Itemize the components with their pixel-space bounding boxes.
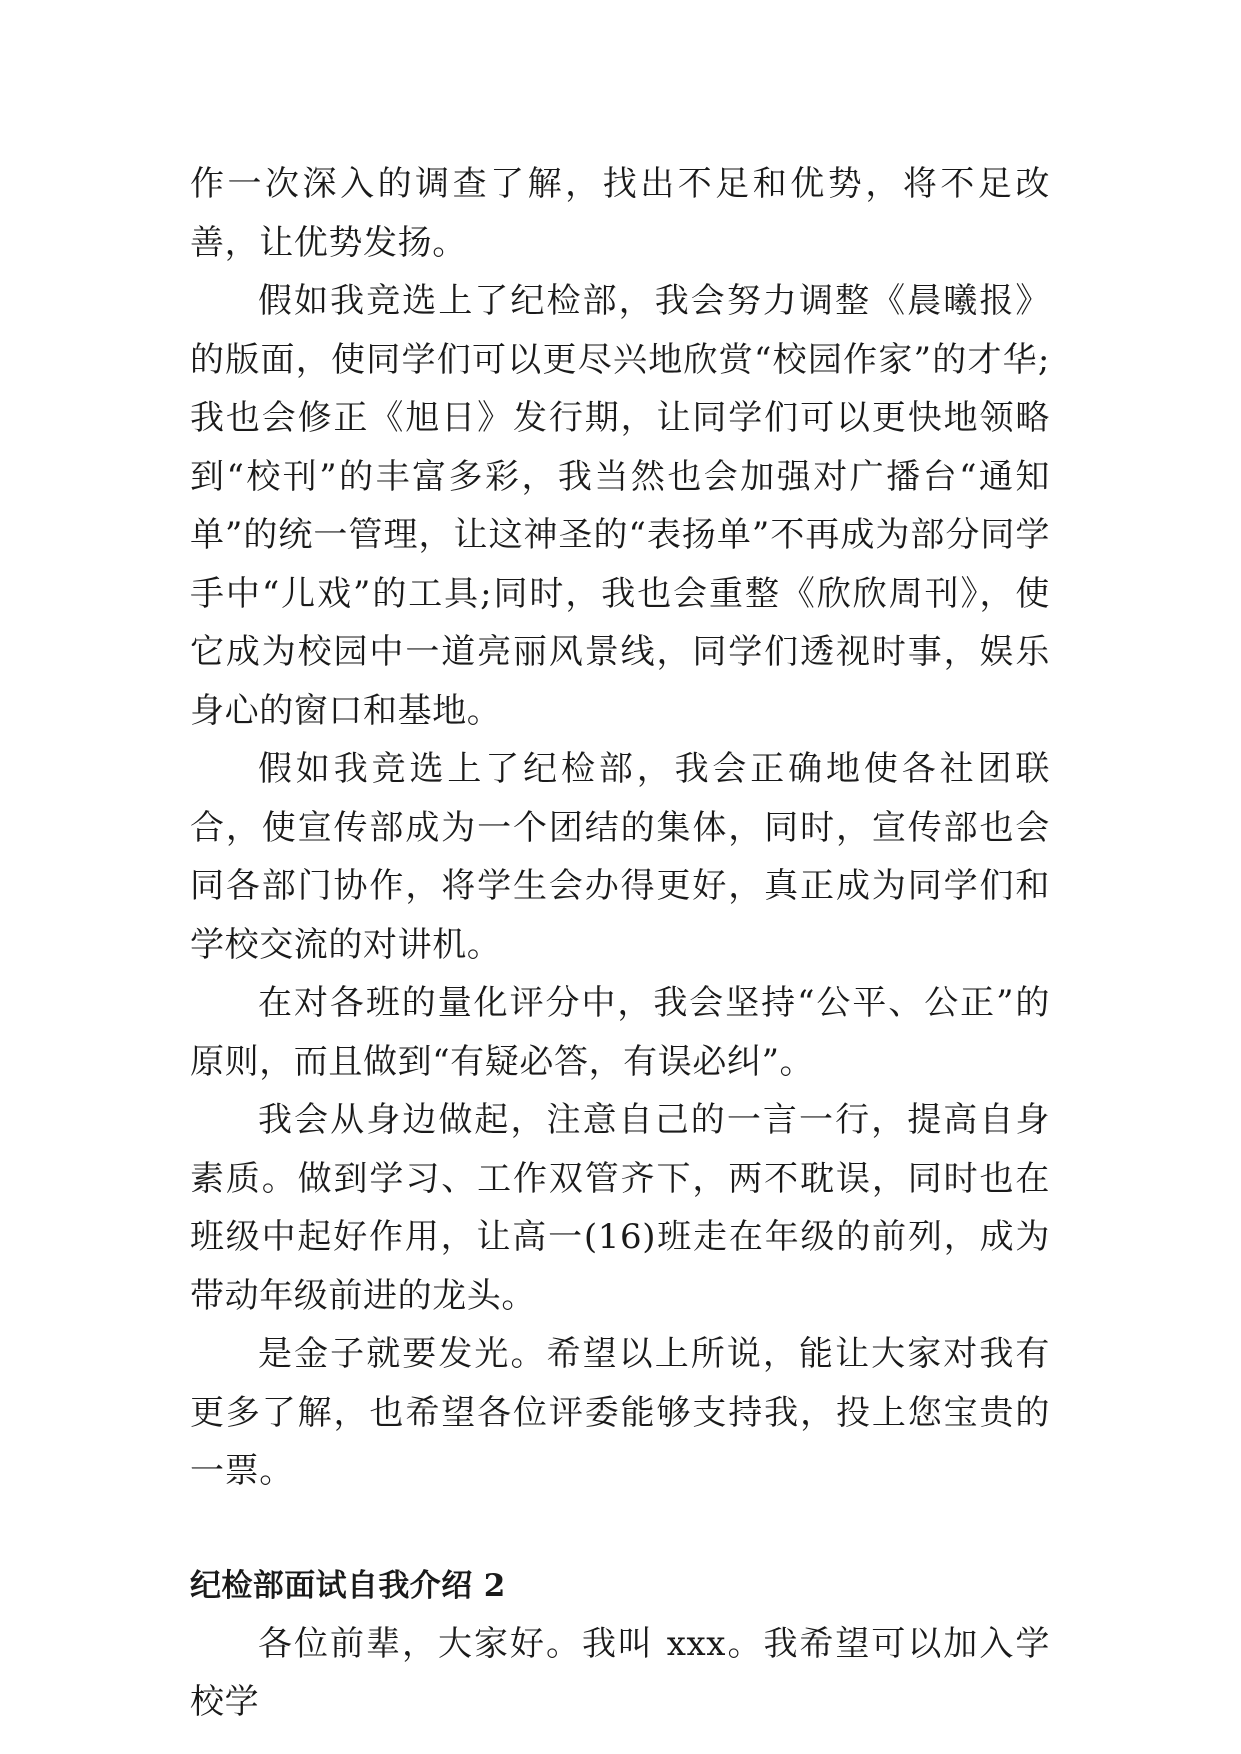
paragraph-club-union: 假如我竞选上了纪检部，我会正确地使各社团联合，使宣传部成为一个团结的集体，同时，宣传部也会同各部门协作，将学生会办得更好，真正成为同学们和学校交流的对讲机。 [190,749,1050,965]
paragraph-fair-scoring: 在对各班的量化评分中，我会坚持“公平、公正”的原则，而且做到“有疑必答，有误必纠”。 [190,983,1050,1082]
paragraph-closing: 是金子就要发光。希望以上所说，能让大家对我有更多了解，也希望各位评委能够支持我，投上您宝贵的一票。 [190,1334,1050,1491]
paragraph-chenxi-newspaper: 假如我竞选上了纪检部，我会努力调整《晨曦报》的版面，使同学们可以更尽兴地欣赏“校园作家”的才华;我也会修正《旭日》发行期，让同学们可以更快地领略到“校刊”的丰富多彩，我当然也会加强对广播台“通知单”的统一管理，让这神圣的“表扬单”不再成为部分同学手中“儿戏”的工具;同时，我也会重整《欣欣周刊》，使它成为校园中一道亮丽风景线，同学们透视时事，娱乐身心的窗口和基地。 [190,281,1050,731]
paragraph-greeting: 各位前辈，大家好。我叫 xxx。我希望可以加入学校学 [190,1623,1050,1722]
section-title: 纪检部面试自我介绍 2 [190,1567,506,1604]
paragraph-self-improvement: 我会从身边做起，注意自己的一言一行，提高自身素质。做到学习、工作双管齐下，两不耽误，同时也在班级中起好作用，让高一(16)班走在年级的前列，成为带动年级前进的龙头。 [190,1100,1050,1316]
paragraph-continuation: 作一次深入的调查了解，找出不足和优势，将不足改善，让优势发扬。 [190,164,1050,263]
document-page [190,155,1050,1732]
